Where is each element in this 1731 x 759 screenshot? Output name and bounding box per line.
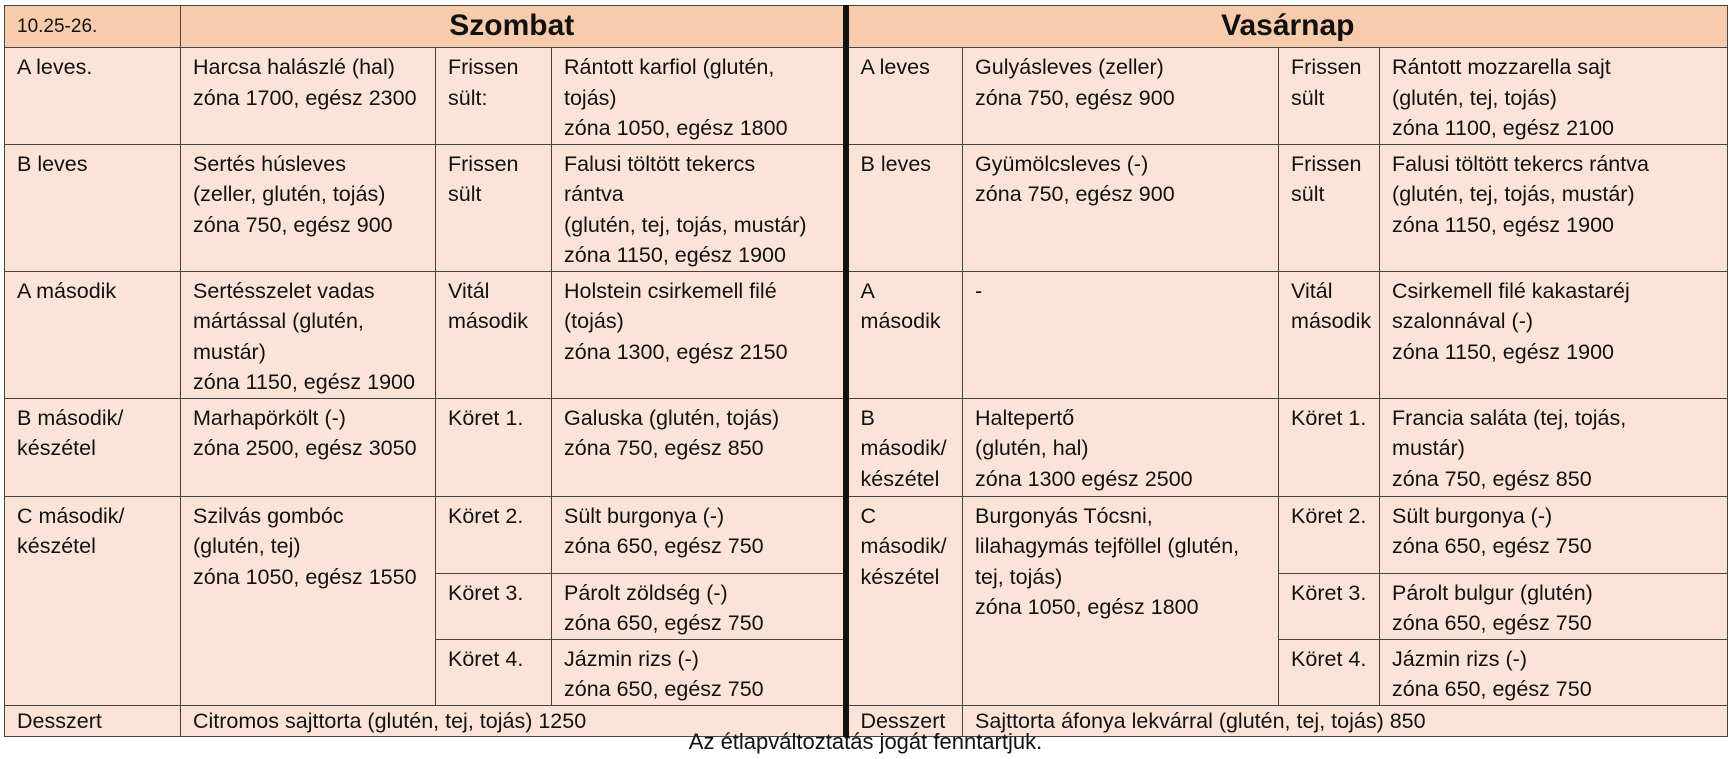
sun-row-label: C második/ készétel	[846, 496, 963, 705]
menu-row-b-leves	[5, 144, 1728, 271]
sun-side-dish: Párolt bulgur (glutén) zóna 650, egész 750	[1380, 573, 1728, 639]
sat-category: Vitál második	[436, 271, 552, 398]
sun-dish: Burgonyás Tócsni, lilahagymás tejföllel (glutén, tej, tojás) zóna 1050, egész 1800	[963, 496, 1279, 705]
sat-dessert-dish: Citromos sajttorta (glutén, tej, tojás) 1250	[181, 705, 846, 737]
sun-side-dish: Rántott mozzarella sajt (glutén, tej, tojás) zóna 1100, egész 2100	[1380, 48, 1728, 145]
menu-row-a-masodik	[5, 271, 1728, 398]
day-header-saturday: Szombat	[181, 6, 846, 48]
sat-category: Köret 1.	[436, 398, 552, 496]
sat-side-dish: Sült burgonya (-) zóna 650, egész 750	[552, 496, 846, 573]
sat-row-label: A leves.	[5, 48, 181, 145]
sat-side-dish: Holstein csirkemell filé (tojás) zóna 1300, egész 2150	[552, 271, 846, 398]
menu-disclaimer: Az étlapváltoztatás jogát fenntartjuk.	[688, 729, 1043, 754]
sat-category: Köret 3.	[436, 573, 552, 639]
menu-date: 10.25-26.	[5, 6, 181, 48]
sun-dish: Gulyásleves (zeller) zóna 750, egész 900	[963, 48, 1279, 145]
sat-side-dish: Párolt zöldség (-) zóna 650, egész 750	[552, 573, 846, 639]
sat-row-label: B leves	[5, 144, 181, 271]
sun-row-label: B leves	[846, 144, 963, 271]
sun-dish: -	[963, 271, 1279, 398]
header-row	[5, 6, 1728, 48]
sat-category: Köret 2.	[436, 496, 552, 573]
sat-side-dish: Jázmin rizs (-) zóna 650, egész 750	[552, 639, 846, 705]
sun-category: Köret 2.	[1279, 496, 1380, 573]
sun-side-dish: Falusi töltött tekercs rántva (glutén, tej, tojás, mustár) zóna 1150, egész 1900	[1380, 144, 1728, 271]
sun-side-dish: Francia saláta (tej, tojás, mustár) zóna 750, egész 850	[1380, 398, 1728, 496]
sat-category: Frissen sült	[436, 144, 552, 271]
sat-side-dish: Galuska (glutén, tojás) zóna 750, egész 850	[552, 398, 846, 496]
sat-dish: Sertésszelet vadas mártással (glutén, mustár) zóna 1150, egész 1900	[181, 271, 436, 398]
sun-side-dish: Jázmin rizs (-) zóna 650, egész 750	[1380, 639, 1728, 705]
sun-side-dish: Csirkemell filé kakastaréj szalonnával (-) zóna 1150, egész 1900	[1380, 271, 1728, 398]
sun-category: Köret 4.	[1279, 639, 1380, 705]
sat-row-label: C második/ készétel	[5, 496, 181, 705]
menu-row-c-masodik	[5, 496, 1728, 573]
day-header-sunday: Vasárnap	[846, 6, 1728, 48]
sun-category: Frissen sült	[1279, 144, 1380, 271]
menu-row-b-masodik	[5, 398, 1728, 496]
sat-dish: Harcsa halászlé (hal) zóna 1700, egész 2300	[181, 48, 436, 145]
sun-category: Vitál második	[1279, 271, 1380, 398]
sat-dish: Marhapörkölt (-) zóna 2500, egész 3050	[181, 398, 436, 496]
sun-category: Köret 1.	[1279, 398, 1380, 496]
sun-dessert-label: Desszert	[846, 705, 963, 737]
sun-row-label: A leves	[846, 48, 963, 145]
weekend-menu-table	[4, 5, 1728, 737]
sun-category: Köret 3.	[1279, 573, 1380, 639]
sun-dessert-dish: Sajttorta áfonya lekvárral (glutén, tej, tojás) 850	[963, 705, 1728, 737]
sun-side-dish: Sült burgonya (-) zóna 650, egész 750	[1380, 496, 1728, 573]
sat-dish: Szilvás gombóc (glutén, tej) zóna 1050, egész 1550	[181, 496, 436, 705]
sat-row-label: B második/ készétel	[5, 398, 181, 496]
menu-row-a-leves	[5, 48, 1728, 145]
sat-category: Frissen sült:	[436, 48, 552, 145]
sat-dish: Sertés húsleves (zeller, glutén, tojás) zóna 750, egész 900	[181, 144, 436, 271]
sun-row-label: A második	[846, 271, 963, 398]
sat-dessert-label: Desszert	[5, 705, 181, 737]
sun-category: Frissen sült	[1279, 48, 1380, 145]
sun-dish: Gyümölcsleves (-) zóna 750, egész 900	[963, 144, 1279, 271]
sat-row-label: A második	[5, 271, 181, 398]
sat-category: Köret 4.	[436, 639, 552, 705]
sat-side-dish: Falusi töltött tekercs rántva (glutén, tej, tojás, mustár) zóna 1150, egész 1900	[552, 144, 846, 271]
sun-row-label: B második/ készétel	[846, 398, 963, 496]
sun-dish: Haltepertő (glutén, hal) zóna 1300 egész 2500	[963, 398, 1279, 496]
sat-side-dish: Rántott karfiol (glutén, tojás) zóna 1050, egész 1800	[552, 48, 846, 145]
